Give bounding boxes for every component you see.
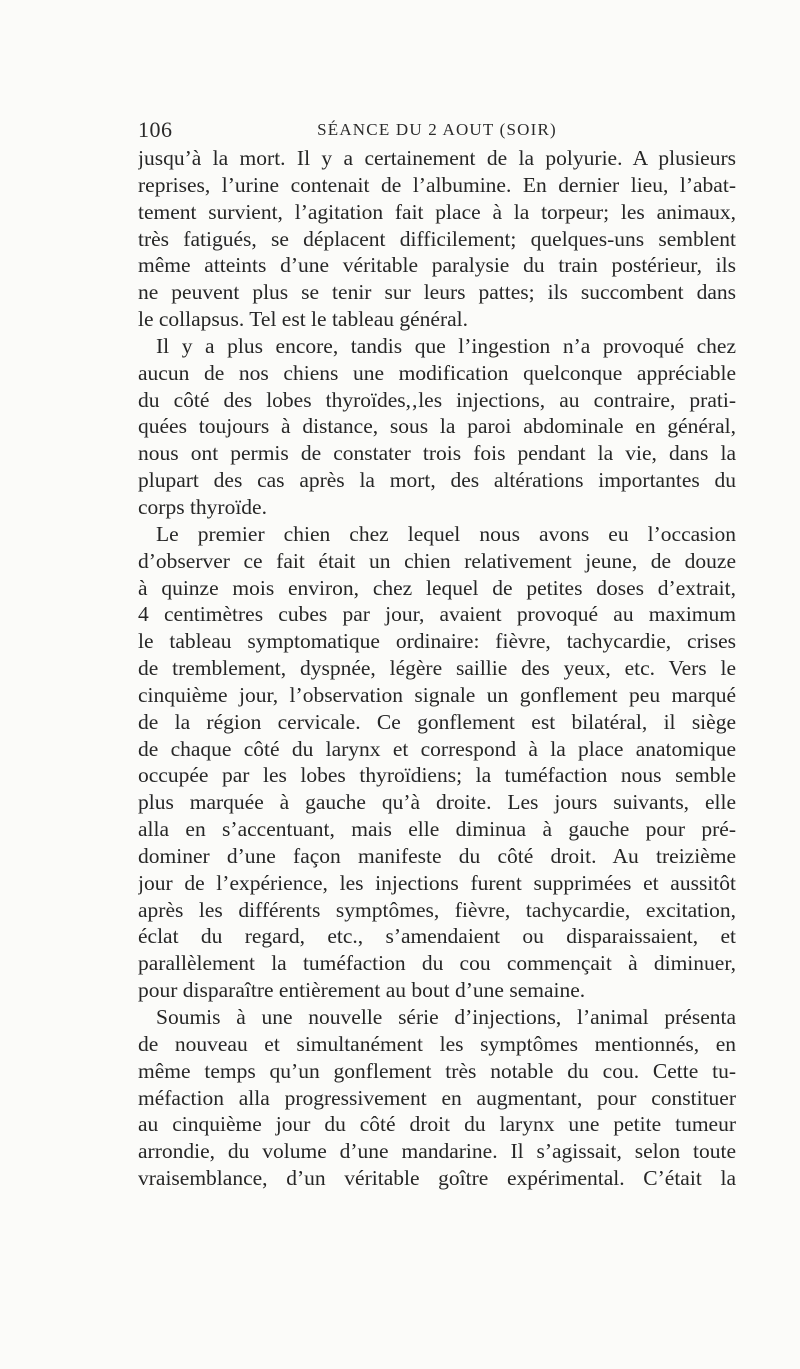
text-line: le tableau symptomatique ordinaire: fièvre, tachycardie, crises (138, 629, 736, 654)
text-line: de nouveau et simultanément les symptômes mentionnés, en (138, 1031, 736, 1056)
text-line: pour disparaître entièrement au bout d’une semaine. (138, 978, 586, 1003)
text-line: occupée par les lobes thyroïdiens; la tuméfaction nous semble (138, 763, 736, 788)
text-line: au cinquième jour du côté droit du larynx une petite tumeur (138, 1112, 736, 1137)
text-line: arrondie, du volume d’une mandarine. Il s’agissait, selon toute (138, 1139, 736, 1164)
text-line: méfaction alla progressivement en augmentant, pour constituer (138, 1085, 736, 1110)
text-line: corps thyroïde. (138, 494, 267, 519)
text-line: après les différents symptômes, fièvre, tachycardie, excitation, (138, 897, 736, 922)
body-text (138, 145, 736, 1192)
text-line: de la région cervicale. Ce gonflement est bilatéral, il siège (138, 709, 736, 734)
text-line: aucun de nos chiens une modification quelconque appréciable (138, 360, 736, 385)
text-line: vraisemblance, d’un véritable goître expérimental. C’était la (138, 1166, 736, 1191)
text-line: le collapsus. Tel est le tableau général. (138, 307, 469, 332)
text-line: du côté des lobes thyroïdes,‚les injections, au contraire, prati- (138, 387, 736, 412)
text-line: à quinze mois environ, chez lequel de petites doses d’extrait, (138, 575, 736, 600)
text-line: Le premier chien chez lequel nous avons eu l’occasion (156, 521, 736, 546)
text-line: de tremblement, dyspnée, légère saillie des yeux, etc. Vers le (138, 656, 736, 681)
running-head: SÉANCE DU 2 AOUT (SOIR) (317, 120, 557, 139)
page-header (138, 117, 736, 147)
text-line: dominer d’une façon manifeste du côté droit. Au treizième (138, 843, 736, 868)
text-line: reprises, l’urine contenait de l’albumine. En dernier lieu, l’abat- (138, 172, 736, 197)
text-line: jour de l’expérience, les injections furent supprimées et aussitôt (138, 870, 736, 895)
text-line: même temps qu’un gonflement très notable du cou. Cette tu- (138, 1058, 736, 1083)
text-line: plus marquée à gauche qu’à droite. Les jours suivants, elle (138, 790, 736, 815)
text-line: jusqu’à la mort. Il y a certainement de la polyurie. A plusieurs (138, 146, 736, 170)
text-line: ne peuvent plus se tenir sur leurs pattes; ils succombent dans (138, 280, 736, 305)
text-line: quées toujours à distance, sous la paroi abdominale en général, (138, 414, 736, 439)
page-number: 106 (138, 117, 173, 142)
text-line: cinquième jour, l’observation signale un gonflement peu marqué (138, 682, 736, 707)
text-line: Il y a plus encore, tandis que l’ingestion n’a provoqué chez (156, 333, 736, 358)
text-line: alla en s’accentuant, mais elle diminua à gauche pour pré- (138, 817, 736, 842)
text-line: plupart des cas après la mort, des altérations importantes du (138, 468, 736, 493)
text-line: parallèlement la tuméfaction du cou commençait à diminuer, (138, 951, 736, 976)
text-line: d’observer ce fait était un chien relativement jeune, de douze (138, 548, 736, 573)
text-line: tement survient, l’agitation fait place à la torpeur; les animaux, (138, 199, 736, 224)
text-line: très fatigués, se déplacent difficilement; quelques-uns semblent (138, 226, 736, 251)
text-line: de chaque côté du larynx et correspond à la place anatomique (138, 736, 736, 761)
text-line: 4 centimètres cubes par jour, avaient provoqué au maximum (138, 602, 736, 627)
text-line: Soumis à une nouvelle série d’injections, l’animal présenta (156, 1005, 736, 1029)
text-line: nous ont permis de constater trois fois pendant la vie, dans la (138, 441, 736, 466)
text-line: même atteints d’une véritable paralysie du train postérieur, ils (138, 253, 736, 278)
text-line: éclat du regard, etc., s’amendaient ou disparaissaient, et (138, 924, 736, 949)
